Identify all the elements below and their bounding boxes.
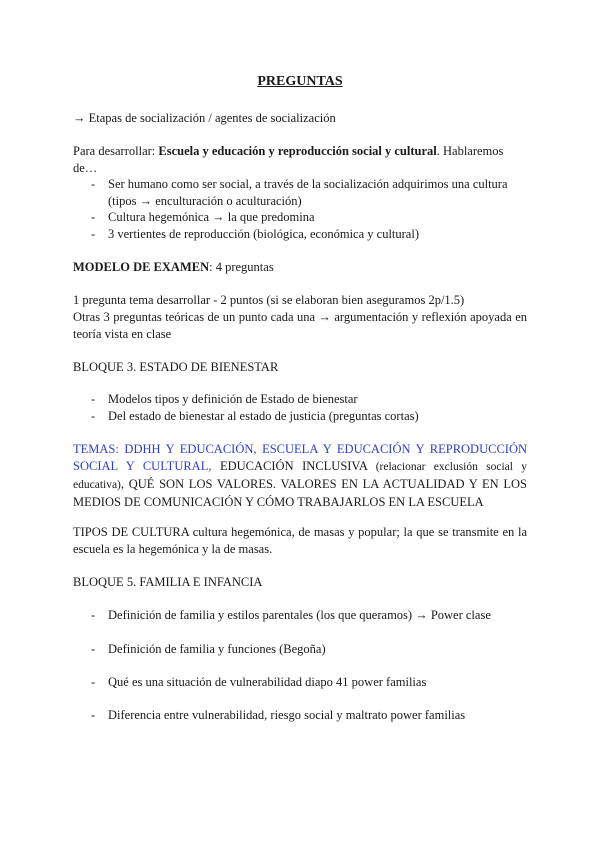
- list-item: [73, 408, 527, 425]
- list-item-text: Qué es una situación de vulnerabilidad diapo 41 power familias: [108, 675, 427, 689]
- list-bullet: -: [91, 642, 96, 656]
- temas-note: (relacionar exclusión social y educativa): [73, 461, 527, 491]
- list-item: [73, 674, 527, 691]
- list-item-text: Definición de familia y estilos parentales (los que queramos) → Power clase: [108, 608, 491, 622]
- desarrollar-bold: Escuela y educación y reproducción social y cultural: [158, 144, 437, 158]
- list-bullet: -: [91, 210, 96, 224]
- etapas-line: → Etapas de socialización / agentes de socialización: [73, 111, 336, 125]
- list-item: [73, 391, 527, 408]
- desarrollar-prefix: Para desarrollar:: [73, 144, 159, 158]
- list-item-text: Definición de familia y funciones (Begoña): [108, 642, 326, 656]
- temas-label: TEMAS:: [73, 442, 125, 456]
- temas-text-1: EDUCACIÓN INCLUSIVA: [211, 459, 376, 473]
- page-title: PREGUNTAS: [257, 74, 343, 89]
- list-item: [73, 209, 527, 226]
- list-item-text: Ser humano como ser social, a través de la socialización adquirimos una cultura (tipos → enculturación o aculturación): [108, 177, 508, 208]
- list-item-text: Modelos tipos y definición de Estado de bienestar: [108, 392, 358, 406]
- list-item: [73, 226, 527, 243]
- temas-paragraph: [73, 441, 527, 511]
- list-item: [73, 641, 527, 658]
- list-bullet: -: [91, 392, 96, 406]
- temas-text-2: , QUÉ SON LOS VALORES. VALORES EN LA ACTUALIDAD Y EN LOS MEDIOS DE COMUNICACIÓN Y CÓMO TRABAJARLOS EN LA ESCUELA: [73, 477, 527, 509]
- list-item: [73, 707, 527, 724]
- list-item: [73, 607, 527, 624]
- list-item-text: Diferencia entre vulnerabilidad, riesgo social y maltrato power familias: [108, 708, 466, 722]
- temas-highlight: DDHH Y EDUCACIÓN, ESCUELA Y EDUCACIÓN Y REPRODUCCIÓN SOCIAL Y CULTURAL,: [73, 442, 527, 473]
- list-bullet: -: [91, 409, 96, 423]
- list-bullet: -: [91, 675, 96, 689]
- preguntas-line-1: 1 pregunta tema desarrollar - 2 puntos (si se elaboran bien aseguramos 2p/1.5): [73, 293, 465, 307]
- list-bullet: -: [91, 708, 96, 722]
- modelo-examen-heading: MODELO DE EXAMEN: [73, 260, 210, 274]
- desarrollar-suffix: . Hablaremos de…: [73, 144, 504, 175]
- list-item-text: Del estado de bienestar al estado de justicia (preguntas cortas): [108, 409, 419, 423]
- preguntas-line-2: Otras 3 preguntas teóricas de un punto cada una → argumentación y reflexión apoyada en teoría vista en clase: [73, 310, 527, 341]
- list-item-text: Cultura hegemónica → la que predomina: [108, 210, 315, 224]
- modelo-examen-detail: : 4 preguntas: [209, 260, 274, 274]
- list-item: [73, 176, 527, 210]
- list-bullet: -: [91, 227, 96, 241]
- desarrollar-paragraph: [73, 143, 527, 177]
- list-bullet: -: [91, 177, 96, 191]
- list-bullet: -: [91, 608, 96, 622]
- list-item-text: 3 vertientes de reproducción (biológica, económica y cultural): [108, 227, 419, 241]
- bloque-3-heading: BLOQUE 3. ESTADO DE BIENESTAR: [73, 360, 279, 374]
- tipos-cultura-paragraph: TIPOS DE CULTURA cultura hegemónica, de masas y popular; la que se transmite en la escuela es la hegemónica y la de masas.: [73, 525, 527, 556]
- bloque-5-heading: BLOQUE 5. FAMILIA E INFANCIA: [73, 575, 263, 589]
- modelo-examen: [73, 259, 527, 276]
